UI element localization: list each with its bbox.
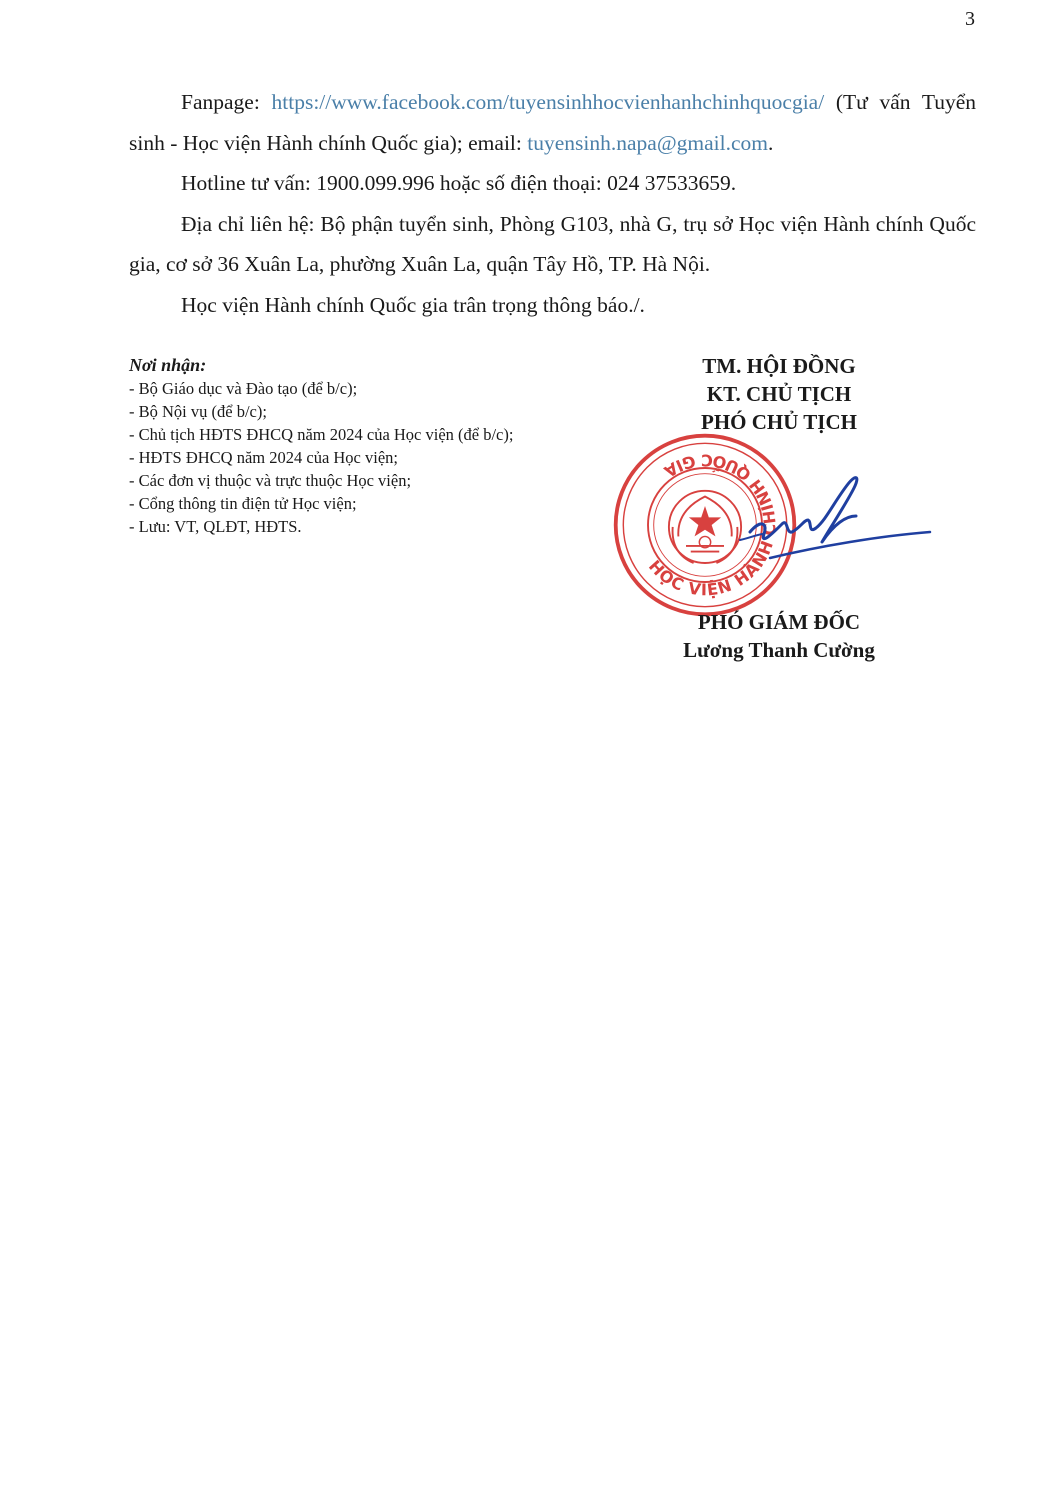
signature-block (620, 352, 940, 672)
signature-title-line3: PHÓ CHỦ TỊCH (701, 410, 857, 434)
signature-title-line2: KT. CHỦ TỊCH (706, 382, 852, 406)
document-body (129, 82, 976, 325)
fanpage-label: Fanpage: (181, 90, 272, 114)
recipient-item: - Lưu: VT, QLĐT, HĐTS. (129, 517, 302, 536)
recipient-item: - HĐTS ĐHCQ năm 2024 của Học viện; (129, 448, 398, 467)
fanpage-description: (Tư vấn Tuyển sinh - Học viện Hành chính Quốc gia); email: (129, 90, 977, 155)
closing-paragraph: Học viện Hành chính Quốc gia trân trọng thông báo./. (181, 292, 645, 317)
address-paragraph: Địa chỉ liên hệ: Bộ phận tuyển sinh, Phòng G103, nhà G, trụ sở Học viện Hành chính Quốc gia, cơ sở 36 Xuân La, phường Xuân La, quận Tây Hồ, TP. Hà Nội. (129, 211, 976, 276)
recipient-item: - Chủ tịch HĐTS ĐHCQ năm 2024 của Học viện (để b/c); (129, 425, 514, 444)
recipient-item: - Cổng thông tin điện tử Học viện; (129, 494, 357, 513)
hotline-paragraph: Hotline tư vấn: 1900.099.996 hoặc số điện thoại: 024 37533659. (181, 171, 737, 195)
signer-position: PHÓ GIÁM ĐỐC (697, 610, 861, 634)
fanpage-link[interactable]: https://www.facebook.com/tuyensinhhocvienhanhchinhquocgia/ (271, 90, 825, 114)
recipient-item: - Bộ Giáo dục và Đào tạo (để b/c); (129, 379, 358, 398)
fanpage-period: . (767, 130, 774, 155)
recipient-item: - Bộ Nội vụ (để b/c); (129, 402, 267, 421)
recipients-block (129, 354, 513, 538)
fanpage-paragraph (129, 82, 976, 163)
signer-name: Lương Thanh Cường (683, 638, 875, 662)
svg-text:HỌC VIỆN HÀNH CHÍNH QUỐC GIA: HỌC VIỆN HÀNH CHÍNH QUỐC GIA (644, 450, 780, 600)
recipient-item: - Các đơn vị thuộc và trực thuộc Học viện; (129, 471, 412, 490)
recipients-title: Nơi nhận: (129, 355, 207, 375)
recipients-list (129, 377, 513, 538)
page-number: 3 (965, 8, 975, 30)
handwritten-signature-icon (730, 462, 940, 572)
signature-title-line1: TM. HỘI ĐỒNG (702, 354, 856, 378)
email-link[interactable]: tuyensinh.napa@gmail.com (527, 130, 768, 155)
